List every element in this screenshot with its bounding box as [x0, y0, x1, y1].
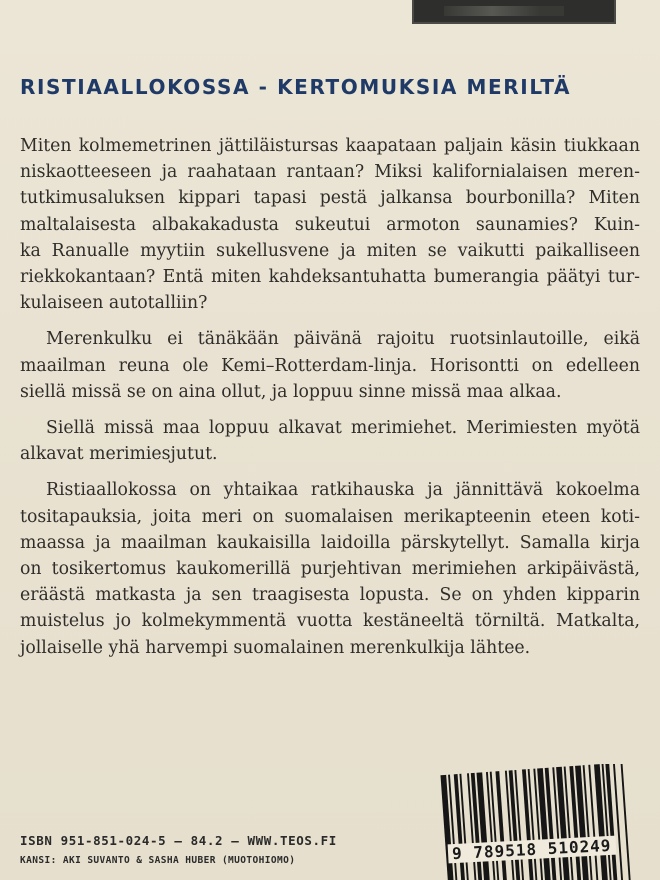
blurb: [20, 133, 640, 661]
publication-info: [20, 833, 440, 866]
blurb-line: maassa ja maailman kaukaisilla laidoilla pärskytellyt. Samalla kirja: [20, 532, 640, 553]
blurb-paragraph-1: [20, 133, 640, 316]
isbn-line: ISBN 951-851-024-5 — 84.2 — WWW.TEOS.FI: [20, 833, 337, 848]
blurb-paragraph-4: [20, 477, 640, 660]
barcode-bar-group: [440, 764, 630, 880]
blurb-line: on tosikertomus kaukomerillä purjehtivan merimiehen arkipäivästä,: [20, 559, 640, 580]
blurb-line: eräästä matkasta ja sen traagisesta lopusta. Se on yhden kipparin: [20, 585, 640, 606]
blurb-line: Merenkulku ei tänäkään päivänä rajoitu ruotsinlautoille, eikä: [46, 329, 640, 350]
barcode: [432, 764, 660, 880]
barcode-number: 9 789518 510249: [448, 836, 616, 864]
blurb-paragraph-2: [20, 326, 640, 405]
blurb-line: riekkokantaan? Entä miten kahdeksantuhatta bumerangia päätyi tur-: [20, 267, 640, 288]
blurb-line: alkavat merimiesjutut.: [20, 444, 218, 465]
blurb-line: muistelus jo kolmekymmentä vuotta kestäneeltä törniltä. Matkalta,: [20, 611, 640, 632]
blurb-line: Ristiaallokossa on yhtaikaa ratkihauska ja jännittävä kokoelma: [46, 480, 640, 501]
blurb-line: maltalaisesta albakakadusta sukeutui armoton saunamies? Kuin-: [20, 214, 640, 235]
blurb-line: siellä missä se on aina ollut, ja loppuu sinne missä maa alkaa.: [20, 381, 562, 402]
cover-credits: KANSI: AKI SUVANTO & SASHA HUBER (MUOTOHIOMO): [20, 855, 296, 866]
barcode-bar: [621, 764, 631, 880]
blurb-line: Siellä missä maa loppuu alkavat merimiehet. Merimiesten myötä: [46, 418, 640, 439]
blurb-line: niskaotteeseen ja raahataan rantaan? Miksi kalifornialaisen meren-: [20, 162, 640, 183]
blurb-line: Miten kolmemetrinen jättiläistursas kaapataan paljain käsin tiukkaan: [20, 136, 640, 156]
blurb-line: tutkimusaluksen kippari tapasi pestä jalkansa bourbonilla? Miten: [20, 188, 640, 209]
blurb-line: tositapauksia, joita meri on suomalaisen merikapteenin eteen koti-: [20, 506, 640, 527]
blurb-paragraph-3: [20, 415, 640, 467]
barcode-bars: [432, 764, 660, 880]
blurb-line: jollaiselle yhä harvempi suomalainen merenkulkija lähtee.: [20, 637, 531, 658]
cover-photo-fragment: [412, 0, 616, 24]
blurb-line: kulaiseen autotalliin?: [20, 293, 208, 314]
blurb-line: ka Ranualle myytiin sukellusvene ja miten se vaikutti paikalliseen: [20, 240, 640, 261]
book-title: RISTIAALLOKOSSA - KERTOMUKSIA MERILTÄ: [20, 75, 572, 99]
blurb-line: maailman reuna ole Kemi–Rotterdam-linja. Horisontti on edelleen: [20, 355, 640, 376]
